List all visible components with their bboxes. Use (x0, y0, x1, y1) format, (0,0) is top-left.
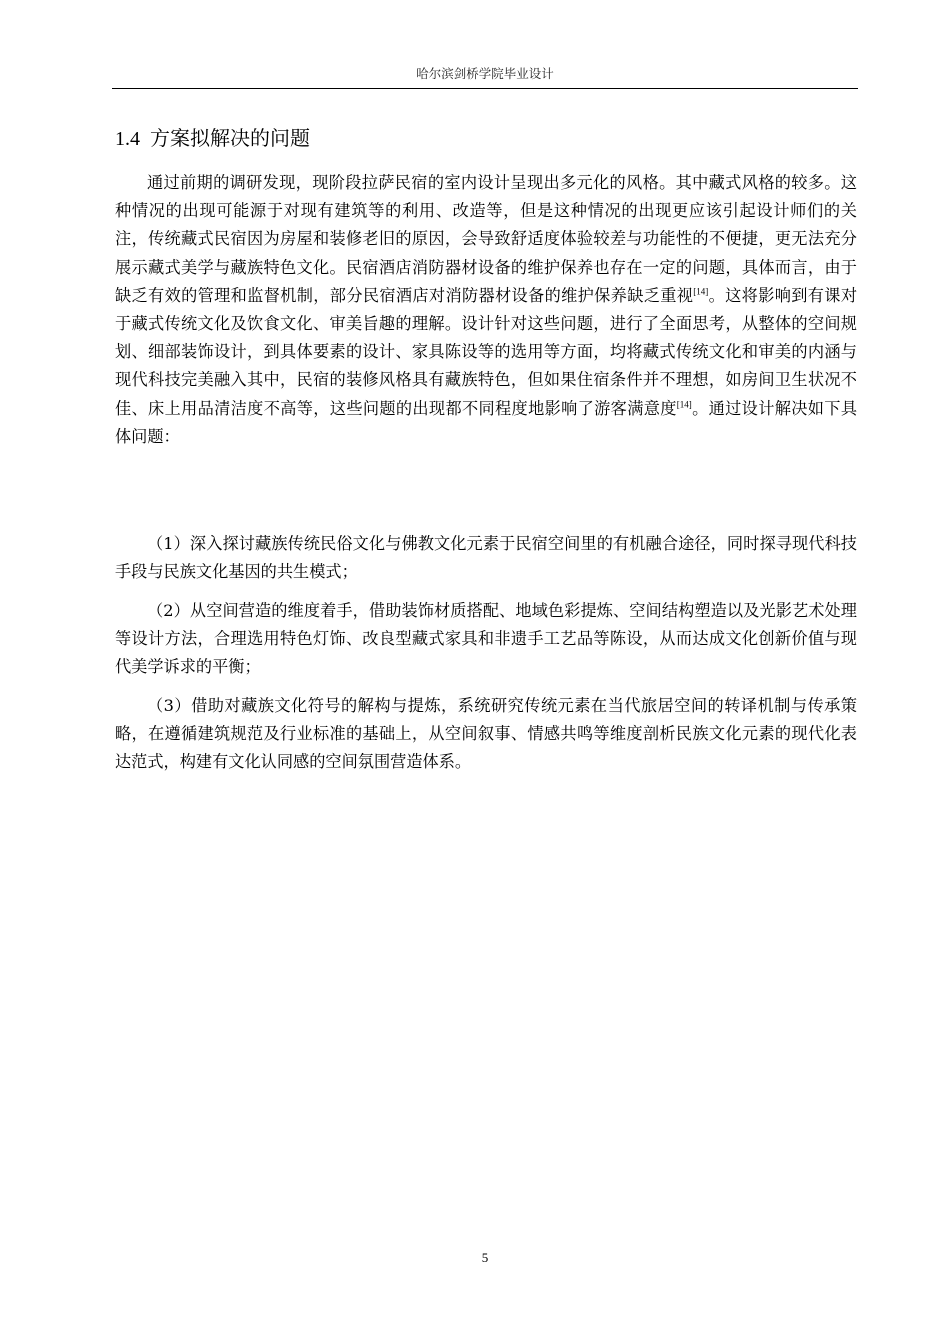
section-number: 1.4 (115, 128, 140, 150)
problem-item-1: （1）深入探讨藏族传统民俗文化与佛教文化元素于民宿空间里的有机融合途径，同时探寻现代科技手段与民族文化基因的共生模式； (115, 534, 857, 582)
paragraph-text-part-1: 通过前期的调研发现，现阶段拉萨民宿的室内设计呈现出多元化的风格。其中藏式风格的较多。这种情况的出现可能源于对现有建筑等的利用、改造等，但是这种情况的出现更应该引起设计师们的关注，传统藏式民宿因为房屋和装修老旧的原因，会导致舒适度体验较差与功能性的不便捷，更无法充分展示藏式美学与藏族特色文化。民宿酒店消防器材设备的维护保养也存在一定的问题，具体而言，由于缺乏有效的管理和监督机制，部分民宿酒店对消防器材设备的维护保养缺乏重视 (115, 173, 857, 305)
body-paragraph-main (115, 169, 857, 451)
paragraph-text-part-3: 。通过设计解决如下具体问题： (115, 398, 858, 446)
problem-item-3: （3）借助对藏族文化符号的解构与提炼，系统研究传统元素在当代旅居空间的转译机制与传承策略，在遵循建筑规范及行业标准的基础上，从空间叙事、情感共鸣等维度剖析民族文化元素的现代化表达范式，构建有文化认同感的空间氛围营造体系。 (115, 696, 857, 772)
paragraph-text-part-2: 。这将影响到有课对于藏式传统文化及饮食文化、审美旨趣的理解。设计针对这些问题，进行了全面思考，从整体的空间规划、细部装饰设计，到具体要素的设计、家具陈设等的选用等方面，均将藏式传统文化和审美的内涵与现代科技完美融入其中，民宿的装修风格具有藏族特色，但如果住宿条件并不理想，如房间卫生状况不佳、床上用品清洁度不高等，这些问题的出现都不同程度地影响了游客满意度 (115, 285, 858, 418)
citation-marker: [14] (693, 286, 709, 297)
page-header-title: 哈尔滨剑桥学院毕业设计 (416, 66, 554, 81)
problem-item-2: （2）从空间营造的维度着手，借助装饰材质搭配、地域色彩提炼、空间结构塑造以及光影艺术处理等设计方法，合理选用特色灯饰、改良型藏式家具和非遗手工艺品等陈设，从而达成文化创新价值与现代美学诉求的平衡； (115, 601, 857, 677)
section-heading (115, 123, 855, 154)
section-title: 方案拟解决的问题 (150, 126, 310, 150)
header-divider (112, 88, 858, 89)
page-number: 5 (481, 1250, 489, 1265)
citation-marker: [14] (676, 399, 692, 410)
